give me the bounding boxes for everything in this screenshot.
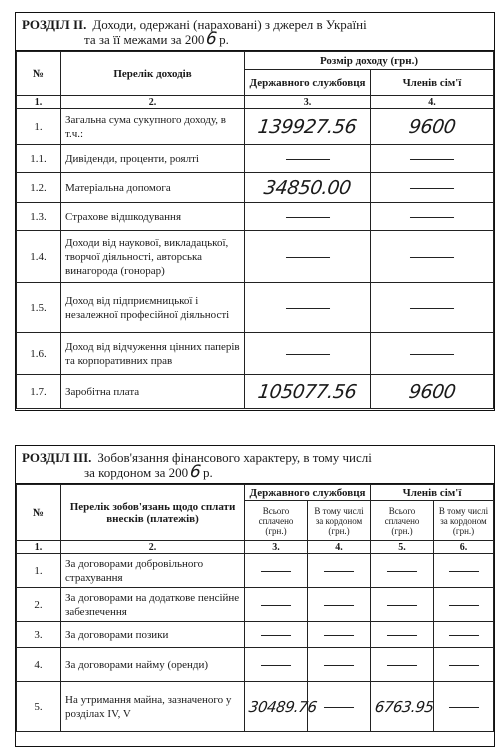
value-dash — [245, 554, 308, 588]
table-row — [17, 648, 494, 682]
table-row — [17, 682, 494, 732]
official-value: 139927.56 — [245, 109, 371, 145]
row-name: Доход від відчуження цінних паперів та корпоративних прав — [61, 333, 245, 375]
section-2-title-line1: Доходи, одержані (нараховані) з джерел в Україні — [92, 17, 367, 32]
section-3-title-line2: за кордоном за 200 — [84, 465, 189, 480]
family-dash — [371, 203, 494, 231]
row-name: За договорами найму (оренди) — [61, 648, 245, 682]
family-value: 9600 — [371, 375, 494, 409]
row-num: 1.3. — [17, 203, 61, 231]
value-dash — [245, 648, 308, 682]
value-dash — [308, 588, 371, 622]
value-dash — [245, 622, 308, 648]
value-dash — [371, 588, 434, 622]
section-2-title-end: р. — [219, 32, 229, 47]
column-index-row — [17, 541, 494, 554]
row-num: 1. — [17, 554, 61, 588]
col-index: 1. — [17, 96, 61, 109]
paid-abroad-header: В тому числі за кордоном (грн.) — [434, 501, 494, 541]
row-name: На утримання майна, зазначеного у розділах IV, V — [61, 682, 245, 732]
value-dash — [371, 622, 434, 648]
section-3-label: РОЗДІЛ III. — [22, 450, 92, 465]
col-index: 4. — [308, 541, 371, 554]
paid-total-header: Всього сплачено (грн.) — [371, 501, 434, 541]
col-index: 2. — [61, 96, 245, 109]
section-2 — [15, 12, 495, 411]
row-name: За договорами добровільного страхування — [61, 554, 245, 588]
row-name: Заробітна плата — [61, 375, 245, 409]
row-name: За договорами позики — [61, 622, 245, 648]
official-dash — [245, 145, 371, 173]
table-row — [17, 622, 494, 648]
row-num: 5. — [17, 682, 61, 732]
row-name: За договорами на додаткове пенсійне забезпечення — [61, 588, 245, 622]
row-name: Матеріальна допомога — [61, 173, 245, 203]
col-list-header: Перелік зобов'язань щодо сплати внесків (платежів) — [61, 485, 245, 541]
table-row — [17, 173, 494, 203]
section-2-title — [16, 13, 494, 51]
family-dash — [371, 231, 494, 283]
section-3-title — [16, 446, 494, 484]
table-row — [17, 203, 494, 231]
income-table — [16, 51, 494, 409]
section-2-label: РОЗДІЛ II. — [22, 17, 87, 32]
value-dash — [245, 588, 308, 622]
col-family-header: Членів сім'ї — [371, 485, 494, 501]
family-dash — [371, 283, 494, 333]
value-dash — [308, 554, 371, 588]
table-row — [17, 333, 494, 375]
table-row — [17, 145, 494, 173]
row-num: 2. — [17, 588, 61, 622]
official-dash — [245, 333, 371, 375]
value-dash — [434, 622, 494, 648]
row-num: 1.2. — [17, 173, 61, 203]
col-amount-header: Розмір доходу (грн.) — [245, 52, 494, 70]
row-num: 1.4. — [17, 231, 61, 283]
value-dash — [434, 648, 494, 682]
section-2-year: 6 — [205, 29, 219, 49]
paid-total-header: Всього сплачено (грн.) — [245, 501, 308, 541]
paid-abroad-header: В тому числі за кордоном (грн.) — [308, 501, 371, 541]
section-3 — [15, 445, 495, 747]
col-index: 4. — [371, 96, 494, 109]
family-value: 9600 — [371, 109, 494, 145]
official-value: 34850.00 — [245, 173, 371, 203]
col-num-header: № — [17, 485, 61, 541]
col-index: 6. — [434, 541, 494, 554]
row-num: 3. — [17, 622, 61, 648]
row-name: Страхове відшкодування — [61, 203, 245, 231]
family-dash — [371, 145, 494, 173]
section-2-title-line2: та за її межами за 200 — [84, 32, 205, 47]
official-dash — [245, 231, 371, 283]
col-family-header: Членів сім'ї — [371, 70, 494, 96]
col-official-header: Державного службовця — [245, 485, 371, 501]
official-paid-value: 30489.76 — [245, 682, 308, 732]
family-paid-value: 6763.95 — [371, 682, 434, 732]
col-index: 3. — [245, 541, 308, 554]
table-row — [17, 375, 494, 409]
value-dash — [371, 648, 434, 682]
table-row — [17, 109, 494, 145]
row-num: 4. — [17, 648, 61, 682]
row-name: Дивіденди, проценти, роялті — [61, 145, 245, 173]
row-name: Доходи від наукової, викладацької, творчої діяльності, авторська винагорода (гонорар) — [61, 231, 245, 283]
table-row — [17, 554, 494, 588]
official-value: 105077.56 — [245, 375, 371, 409]
col-index: 5. — [371, 541, 434, 554]
col-num-header: № — [17, 52, 61, 96]
col-official-header: Державного службовця — [245, 70, 371, 96]
table-row — [17, 588, 494, 622]
section-3-year: 6 — [189, 462, 203, 482]
table-row — [17, 283, 494, 333]
value-dash — [308, 648, 371, 682]
value-dash — [434, 588, 494, 622]
col-index: 1. — [17, 541, 61, 554]
section-3-title-line1: Зобов'язання фінансового характеру, в тому числі — [97, 450, 372, 465]
column-index-row — [17, 96, 494, 109]
col-index: 2. — [61, 541, 245, 554]
value-dash — [308, 622, 371, 648]
row-num: 1. — [17, 109, 61, 145]
row-num: 1.5. — [17, 283, 61, 333]
col-index: 3. — [245, 96, 371, 109]
col-list-header: Перелік доходів — [61, 52, 245, 96]
table-row — [17, 231, 494, 283]
value-dash — [308, 682, 371, 732]
value-dash — [434, 554, 494, 588]
row-num: 1.7. — [17, 375, 61, 409]
family-dash — [371, 333, 494, 375]
value-dash — [371, 554, 434, 588]
official-dash — [245, 283, 371, 333]
section-3-title-end: р. — [202, 465, 213, 480]
obligations-table — [16, 484, 494, 732]
row-name: Загальна сума сукупного доходу, в т.ч.: — [61, 109, 245, 145]
value-dash — [434, 682, 494, 732]
row-num: 1.1. — [17, 145, 61, 173]
official-dash — [245, 203, 371, 231]
row-num: 1.6. — [17, 333, 61, 375]
family-dash — [371, 173, 494, 203]
row-name: Доход від підприємницької і незалежної професійної діяльності — [61, 283, 245, 333]
